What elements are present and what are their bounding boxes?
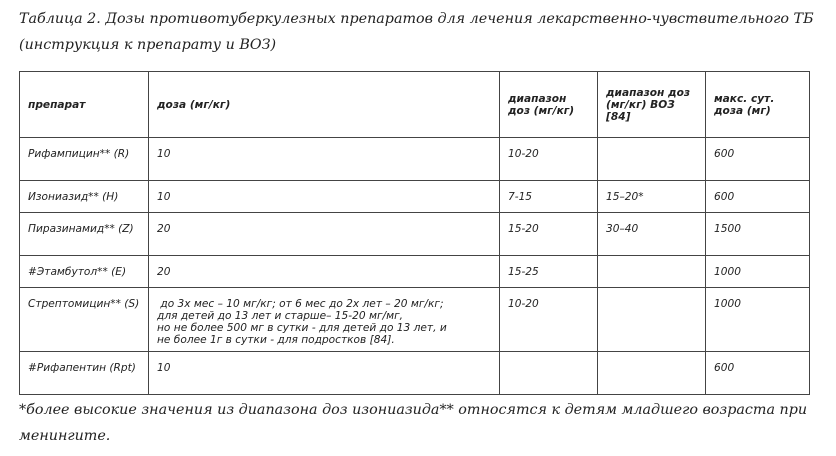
table-row [20,213,810,256]
range-who-cell: 15–20* [598,181,706,213]
drug-cell: Рифампицин** (R) [20,138,149,181]
range-who-cell: 30–40 [598,213,706,256]
table-row [20,352,810,395]
table-header-row [20,72,810,138]
range-cell: 15-25 [500,256,598,288]
table-row [20,138,810,181]
footnote-text-2: относятся к детям младшего возраста при менингите. [19,402,808,444]
range-cell: 10-20 [500,138,598,181]
max-daily-cell: 1000 [706,256,810,288]
range-cell: 10-20 [500,288,598,352]
range-cell: 7-15 [500,181,598,213]
drug-cell: Изониазид** (H) [20,181,149,213]
caption-line-2: (инструкция к препарату и ВОЗ) [19,37,277,53]
table-caption [19,6,819,58]
range-who-cell [598,352,706,395]
max-daily-cell: 1000 [706,288,810,352]
header-max-daily-dose: макс. сут. доза (мг) [706,72,810,138]
table-row [20,181,810,213]
table-row [20,288,810,352]
max-daily-cell: 600 [706,181,810,213]
drug-cell: #Рифапентин (Rpt) [20,352,149,395]
dose-cell: 20 [149,213,500,256]
dose-line-1: до 3х мес – 10 мг/кг; от 6 мес до 2х лет – 20 мг/кг; [157,298,444,310]
dose-line-2: для детей до 13 лет и старше– 15-20 мг/мг, [157,310,404,322]
header-dose: доза (мг/кг) [149,72,500,138]
max-daily-cell: 1500 [706,213,810,256]
table-row [20,256,810,288]
dose-cell: 20 [149,256,500,288]
drug-cell: #Этамбутол** (E) [20,256,149,288]
drug-cell: Пиразинамид** (Z) [20,213,149,256]
dosage-table [19,71,810,395]
max-daily-cell: 600 [706,138,810,181]
footnote-stars: ** [439,402,454,418]
dose-line-3: но не более 500 мг в сутки - для детей до 13 лет, и [157,322,447,334]
header-drug: препарат [20,72,149,138]
dose-cell: 10 [149,352,500,395]
dose-line-4: не более 1г в сутки - для подростков [84]. [157,334,395,346]
range-who-cell [598,138,706,181]
footnote-text-1: *более высокие значения из диапазона доз изониазида [19,402,440,418]
header-dose-range: диапазон доз (мг/кг) [500,72,598,138]
dose-cell: 10 [149,181,500,213]
range-who-cell [598,288,706,352]
dose-cell: 10 [149,138,500,181]
dose-cell [149,288,500,352]
max-daily-cell: 600 [706,352,810,395]
range-cell [500,352,598,395]
range-who-cell [598,256,706,288]
drug-cell: Стрептомицин** (S) [20,288,149,352]
table-footnote [19,397,819,449]
header-dose-range-who: диапазон доз (мг/кг) ВОЗ [84] [598,72,706,138]
caption-line-1: Таблица 2. Дозы противотуберкулезных препаратов для лечения лекарственно-чувствительного ТБ [19,11,814,27]
range-cell: 15-20 [500,213,598,256]
